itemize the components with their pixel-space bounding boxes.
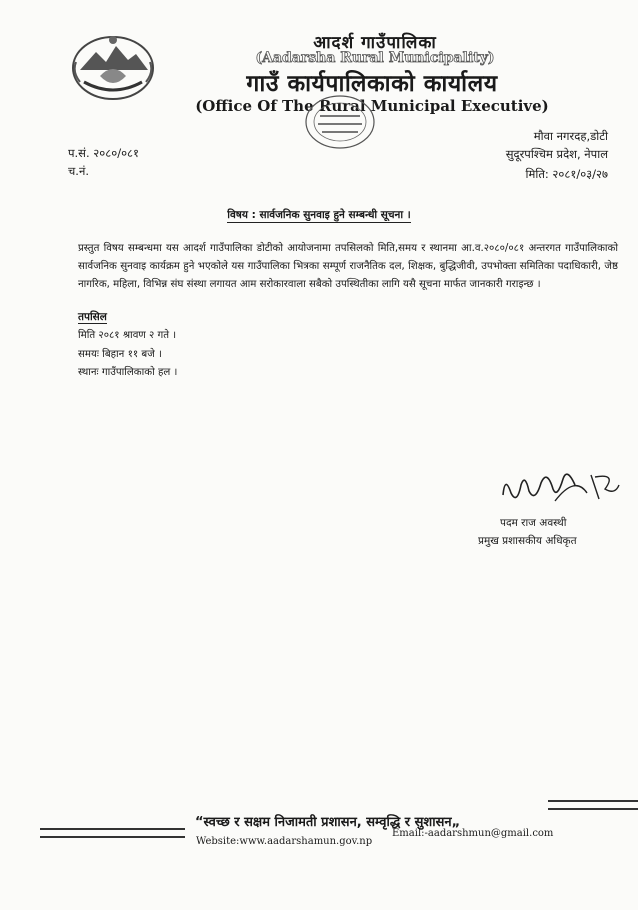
details-heading-text: तपसिल (78, 311, 107, 323)
details-date: मिति २०८१ श्रावण २ गते । (78, 330, 177, 341)
dispatch-number: च.नं. (68, 164, 89, 178)
footer-divider-right (548, 800, 638, 810)
address-line-1: मौवा नगरदह,डोटी (533, 129, 608, 143)
office-seal-icon (300, 92, 380, 154)
issue-date: मिति: २०८१/०३/२७ (525, 167, 608, 181)
footer-divider-left (40, 828, 185, 838)
details-heading (78, 310, 107, 324)
municipality-name-np: आदर्श गाउँपालिका (313, 33, 437, 53)
office-title-np: गाउँ कार्यपालिकाको कार्यालय (246, 71, 498, 97)
details-time: समयः बिहान ११ बजे । (78, 349, 162, 360)
footer-website: Website:www.aadarshamun.gov.np (196, 836, 373, 847)
details-place: स्थानः गाउँपालिकाको हल । (78, 367, 178, 378)
nepal-emblem-icon (70, 32, 156, 102)
footer-email: Email:-aadarshmun@gmail.com (392, 828, 554, 839)
subject-line (0, 208, 638, 222)
subject-text: विषय : सार्वजनिक सुनवाइ हुने सम्बन्धी सूचना । (227, 209, 411, 221)
reference-number: प.सं. २०८०/०८१ (68, 146, 140, 160)
municipality-name-en: (Aadarsha Rural Municipality) (255, 50, 495, 66)
office-title-en: (Office Of The Rural Municipal Executive) (195, 97, 549, 115)
signatory-name: पदम राज अवस्थी (500, 517, 567, 529)
notice-body: प्रस्तुत विषय सम्बन्धमा यस आदर्श गाउँपालिका डोटीको आयोजनामा तपसिलको मिति,समय र स्थानमा आ.व.२०८०/०८१ अन्तरगत गाउँपालिकाको सार्वजनिक सुनवाइ कार्यक्रम हुने भएकोले यस गाउँपालिका भित्रका सम्पूर्ण राजनैतिक दल, शिक्षक, बुद्धिजीवी, उपभोक्ता समितिका पदाधिकारी, जेष्ठ नागरिक, महिला, विभिन्न संघ संस्था लगायत आम सरोकारवाला सबैको उपस्थितीका लागि यसै सूचना मार्फत जानकारी गराइन्छ । (78, 243, 618, 290)
address-line-2: सुदूरपश्चिम प्रदेश, नेपाल (505, 147, 608, 161)
signatory-title: प्रमुख प्रशासकीय अधिकृत (478, 535, 577, 547)
handwritten-signature-icon (495, 455, 625, 515)
footer-slogan: “स्वच्छ र सक्षम निजामती प्रशासन, सम्वृद्धि र सुशासन„ (195, 815, 461, 830)
